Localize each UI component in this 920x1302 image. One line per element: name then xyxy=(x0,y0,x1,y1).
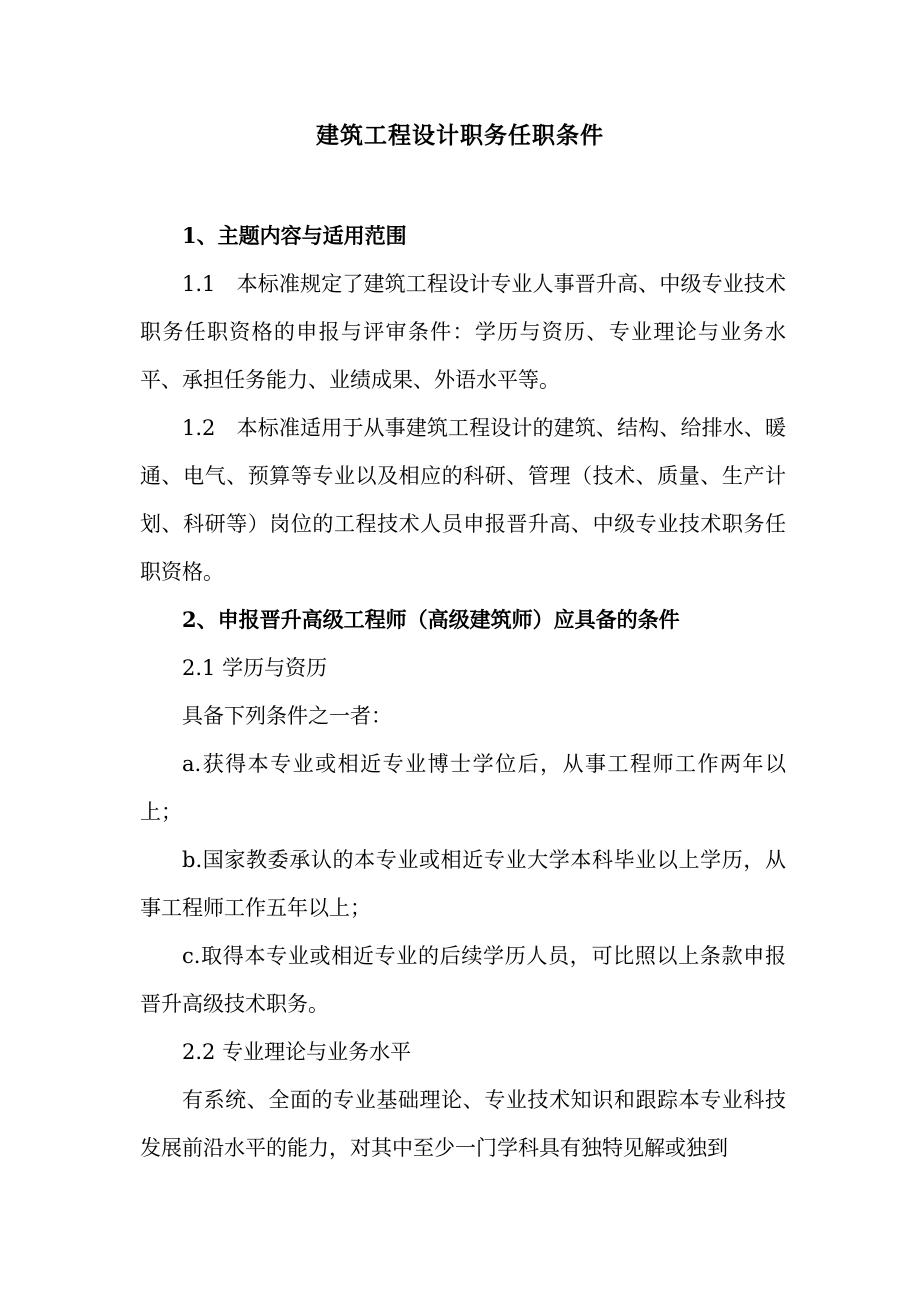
section-2-heading: 2、申报晋升高级工程师（高级建筑师）应具备的条件 xyxy=(182,607,680,632)
clause-1-1: 1.1 本标准规定了建筑工程设计专业人事晋升高、中级专业技术职务任职资格的申报与评审条件：学历与资历、专业理论与业务水平、承担任务能力、业绩成果、外语水平等。 xyxy=(140,272,786,392)
clause-2-1-a: a.获得本专业或相近专业博士学位后，从事工程师工作两年以上； xyxy=(140,752,786,824)
clause-1-2: 1.2 本标准适用于从事建筑工程设计的建筑、结构、给排水、暖通、电气、预算等专业以及相应的科研、管理（技术、质量、生产计划、科研等）岗位的工程技术人员申报晋升高、中级专业技术职务任职资格。 xyxy=(140,416,786,584)
clause-2-1-b: b.国家教委承认的本专业或相近专业大学本科毕业以上学历，从事工程师工作五年以上； xyxy=(140,848,786,920)
clause-2-1-c: c.取得本专业或相近专业的后续学历人员，可比照以上条款申报晋升高级技术职务。 xyxy=(140,944,786,1016)
clause-2-2-body: 有系统、全面的专业基础理论、专业技术知识和跟踪本专业科技发展前沿水平的能力，对其中至少一门学科具有独特见解或独到 xyxy=(140,1088,786,1160)
document-body xyxy=(140,212,786,1172)
clause-2-1-intro: 具备下列条件之一者： xyxy=(182,704,392,728)
clause-2-1: 2.1 学历与资历 xyxy=(182,656,328,680)
section-1-heading: 1、主题内容与适用范围 xyxy=(182,223,407,248)
document-title: 建筑工程设计职务任职条件 xyxy=(316,122,604,149)
clause-2-2: 2.2 专业理论与业务水平 xyxy=(182,1040,412,1064)
